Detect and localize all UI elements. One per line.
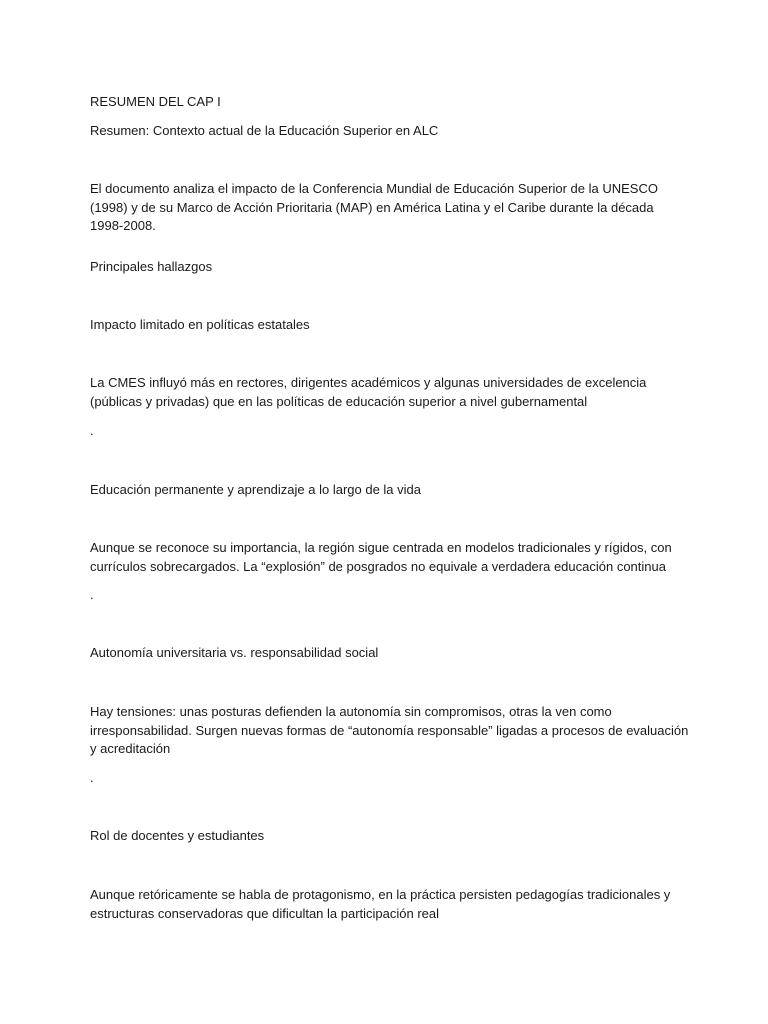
section-body: La CMES influyó más en rectores, dirigentes académicos y algunas universidades de excelencia (públicas y privadas) que en las políticas de educación superior a nivel gubernamental [90,375,647,409]
section-body: Aunque se reconoce su importancia, la región sigue centrada en modelos tradicionales y rígidos, con currículos sobrecargados. La “explosión” de posgrados no equivale a verdadera educación continua [90,540,672,574]
section-title: Rol de docentes y estudiantes [90,828,265,843]
section-trailing-dot: . [90,587,94,602]
document-heading: RESUMEN DEL CAP I [90,94,221,109]
findings-heading: Principales hallazgos [90,259,213,274]
section-body: Aunque retóricamente se habla de protagonismo, en la práctica persisten pedagogías tradicionales y estructuras conservadoras que dificultan la participación real [90,887,671,921]
section-title: Impacto limitado en políticas estatales [90,317,310,332]
section-body: Hay tensiones: unas posturas defienden la autonomía sin compromisos, otras la ven como irresponsabilidad. Surgen nuevas formas de “autonomía responsable” ligadas a procesos de evaluación y acreditación [90,704,689,756]
section-trailing-dot: . [90,770,94,785]
section-title: Educación permanente y aprendizaje a lo largo de la vida [90,482,421,497]
section-trailing-dot: . [90,423,94,438]
intro-paragraph: El documento analiza el impacto de la Conferencia Mundial de Educación Superior de la UNESCO (1998) y de su Marco de Acción Prioritaria (MAP) en América Latina y el Caribe durante la década 1998-2008. [90,181,658,233]
section-title: Autonomía universitaria vs. responsabilidad social [90,645,379,660]
document-subtitle: Resumen: Contexto actual de la Educación Superior en ALC [90,123,439,138]
